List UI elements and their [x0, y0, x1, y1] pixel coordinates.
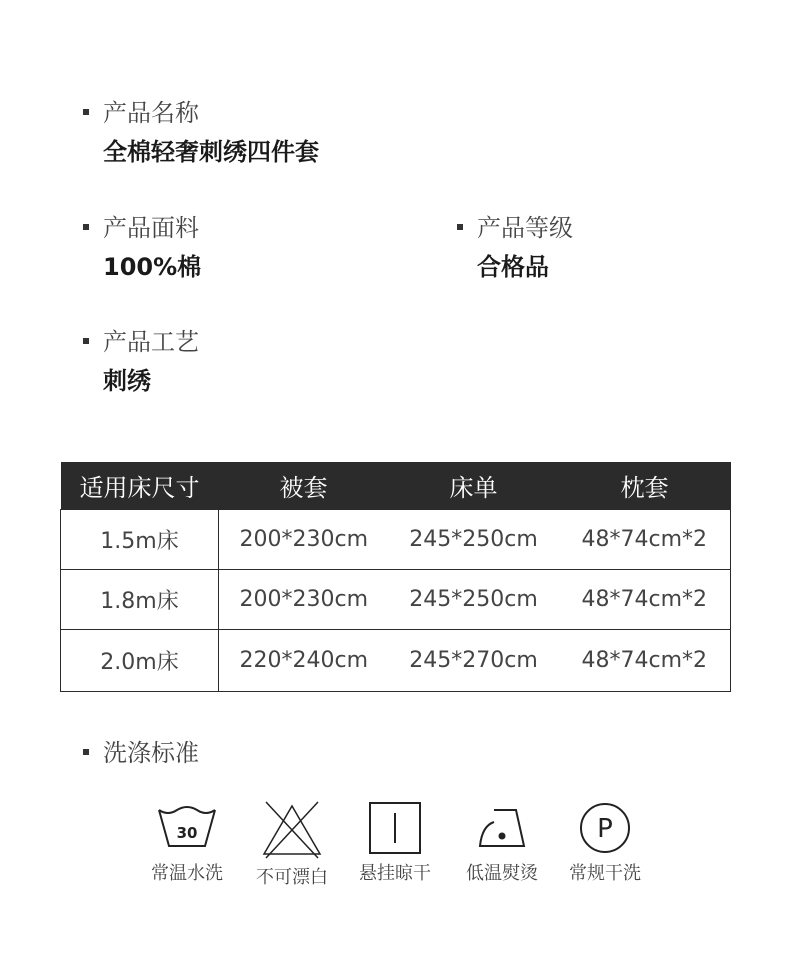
wash-caption: 悬挂晾干: [359, 863, 431, 884]
low-iron-icon: [470, 800, 534, 856]
wash-caption: 常规干洗: [569, 863, 641, 884]
wash-temp-badge: 30: [176, 824, 198, 842]
wash-30-icon: [155, 800, 219, 856]
table-cell: 245*250cm: [389, 570, 559, 630]
grade-field: [457, 213, 573, 282]
wash-item: [345, 800, 445, 886]
table-cell: 2.0m床: [61, 630, 219, 692]
table-cell: 48*74cm*2: [559, 630, 731, 692]
wash-caption: 低温熨烫: [466, 863, 538, 884]
dry-clean-p-icon: [573, 800, 637, 856]
craft-field: [83, 327, 199, 396]
table-cell: 48*74cm*2: [559, 570, 731, 630]
table-row: [61, 630, 731, 692]
bullet-icon: [83, 109, 89, 115]
table-cell: 245*270cm: [389, 630, 559, 692]
table-row: [61, 570, 731, 630]
material-field: [83, 213, 201, 282]
table-cell: 48*74cm*2: [559, 510, 731, 570]
table-cell: 1.5m床: [61, 510, 219, 570]
wash-item: [452, 800, 552, 886]
header-pillowcase: 枕套: [559, 462, 731, 510]
wash-item: [242, 800, 342, 890]
wash-item: [555, 800, 655, 886]
size-table: [60, 462, 731, 692]
dry-clean-badge: P: [597, 814, 613, 844]
wash-caption: 常温水洗: [151, 863, 223, 884]
table-cell: 200*230cm: [219, 510, 389, 570]
wash-item: [137, 800, 237, 886]
product-name-label: 产品名称: [103, 99, 199, 127]
no-bleach-icon: [260, 800, 324, 860]
table-cell: 1.8m床: [61, 570, 219, 630]
table-cell: 200*230cm: [219, 570, 389, 630]
table-header-row: [61, 462, 731, 510]
grade-label: 产品等级: [477, 214, 573, 242]
header-bed-sheet: 床单: [389, 462, 559, 510]
craft-label: 产品工艺: [103, 328, 199, 356]
product-name-field: [83, 98, 319, 167]
bullet-icon: [457, 224, 463, 230]
table-row: [61, 510, 731, 570]
wash-caption: 不可漂白: [256, 867, 328, 888]
header-bed-size: 适用床尺寸: [61, 462, 219, 510]
washing-label: 洗涤标准: [103, 739, 199, 767]
hang-dry-icon: [363, 800, 427, 856]
material-label: 产品面料: [103, 214, 199, 242]
washing-field: [83, 738, 199, 768]
header-duvet-cover: 被套: [219, 462, 389, 510]
table-cell: 245*250cm: [389, 510, 559, 570]
craft-value: 刺绣: [103, 367, 151, 395]
grade-value: 合格品: [477, 253, 549, 281]
table-cell: 220*240cm: [219, 630, 389, 692]
bullet-icon: [83, 749, 89, 755]
material-value: 100%棉: [103, 253, 202, 281]
product-name-value: 全棉轻奢刺绣四件套: [103, 138, 319, 166]
bullet-icon: [83, 224, 89, 230]
bullet-icon: [83, 338, 89, 344]
